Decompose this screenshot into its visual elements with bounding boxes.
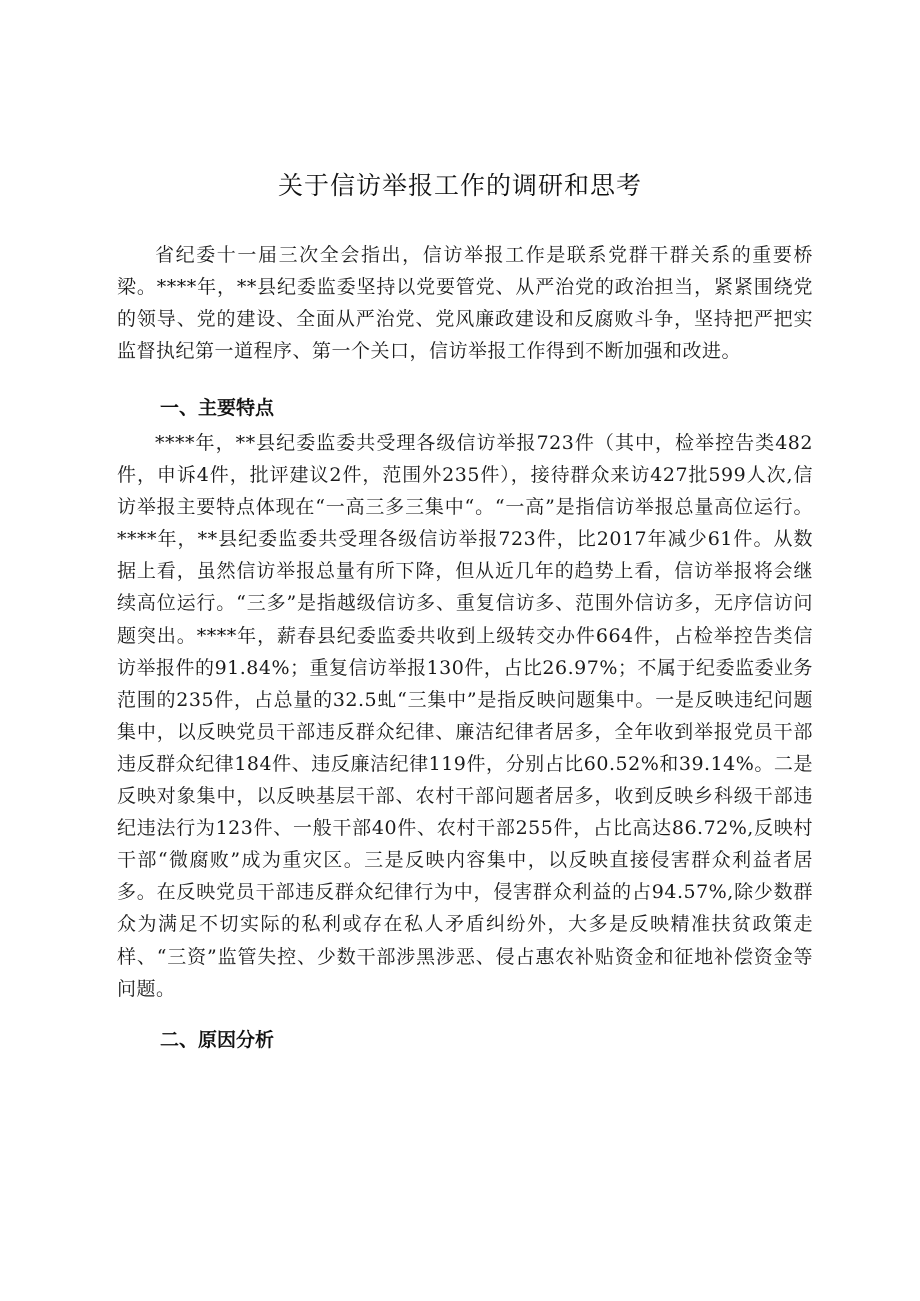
document-title: 关于信访举报工作的调研和思考 <box>277 171 642 200</box>
intro-paragraph: 省纪委十一届三次全会指出，信访举报工作是联系党群干群关系的重要桥梁。****年，**县纪委监委坚持以党要管党、从严治党的政治担当，紧紧围绕党的领导、党的建设、全面从严治党、党风廉政建设和反腐败斗争，坚持把严把实监督执纪第一道程序、第一个关口，信访举报工作得到不断加强和改进。 <box>117 244 813 363</box>
section-heading-cause-analysis: 二、原因分析 <box>160 1029 275 1051</box>
section-paragraph-main-features: ****年，**县纪委监委共受理各级信访举报723件（其中，检举控告类482件，申诉4件，批评建议2件，范围外235件），接待群众来访427批599人次,信访举报主要特点体现在“一高三多三集中“。“一高”是指信访举报总量高位运行。****年，**县纪委监委共受理各级信访举报723件，比2017年减少61件。从数据上看，虽然信访举报总量有所下降，但从近几年的趋势上看，信访举报将会继续高位运行。“三多”是指越级信访多、重复信访多、范围外信访多，无序信访问题突出。****年，薪春县纪委监委共收到上级转交办件664件，占检举控告类信访举报件的91.84%；重复信访举报130件，占比26.97%；不属于纪委监委业务范围的235件，占总量的32.5虬“三集中”是指反映问题集中。一是反映违纪问题集中，以反映党员干部违反群众纪律、廉洁纪律者居多，全年收到举报党员干部违反群众纪律184件、违反廉洁纪律119件，分别占比60.52%和39.14%。二是反映对象集中，以反映基层干部、农村干部问题者居多，收到反映乡科级干部违纪违法行为123件、一般干部40件、农村干部255件，占比高达86.72%,反映村干部“微腐败”成为重灾区。三是反映内容集中，以反映直接侵害群众利益者居多。在反映党员干部违反群众纪律行为中，侵害群众利益的占94.57%,除少数群众为满足不切实际的私利或存在私人矛盾纠纷外，大多是反映精准扶贫政策走样、“三资”监管失控、少数干部涉黑涉恶、侵占惠农补贴资金和征地补偿资金等问题。 <box>117 432 813 1000</box>
section-heading-main-features: 一、主要特点 <box>160 397 275 419</box>
